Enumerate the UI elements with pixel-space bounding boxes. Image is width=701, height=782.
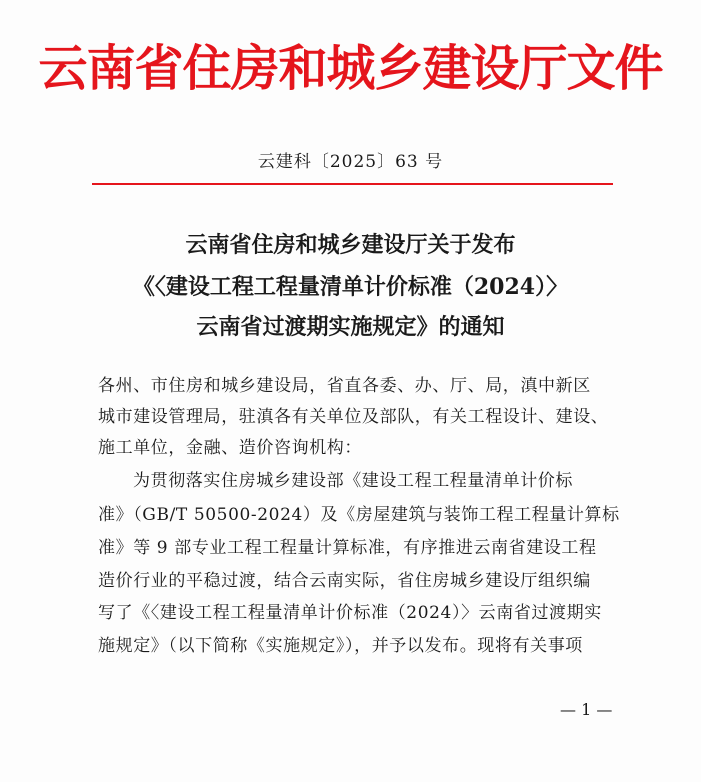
body-paragraph-line: 写了《〈建设工程工程量清单计价标准（2024）〉云南省过渡期实 [98, 603, 602, 623]
body-paragraph-line: 造价行业的平稳过渡，结合云南实际，省住房城乡建设厅组织编 [98, 571, 591, 591]
page-number: — 1 — [560, 700, 613, 719]
document-number: 云建科〔2025〕63 号 [257, 152, 444, 172]
notice-title-line-2: 《〈建设工程工程量清单计价标准（2024）〉 [132, 274, 569, 300]
addressee-line: 施工单位，金融、造价咨询机构： [98, 438, 362, 458]
notice-title-line-3: 云南省过渡期实施规定》的通知 [196, 314, 505, 340]
body-paragraph-line: 准》（GB/T 50500-2024）及《房屋建筑与装饰工程工程量计算标 [98, 505, 620, 525]
addressee-line: 城市建设管理局，驻滇各有关单位及部队，有关工程设计、建设、 [98, 407, 609, 427]
red-divider-line [92, 183, 613, 185]
notice-title-line-1: 云南省住房和城乡建设厅关于发布 [185, 232, 516, 258]
addressee-line: 各州、市住房和城乡建设局，省直各委、办、厅、局，滇中新区 [98, 376, 591, 396]
body-paragraph-line: 施规定》（以下简称《实施规定》），并予以发布。现将有关事项 [98, 636, 583, 656]
body-paragraph-line: 准》等 9 部专业工程工程量计算标准，有序推进云南省建设工程 [98, 538, 597, 558]
issuer-header: 云南省住房和城乡建设厅文件 [38, 39, 663, 97]
body-paragraph-line: 为贯彻落实住房城乡建设部《建设工程工程量清单计价标 [133, 471, 573, 491]
